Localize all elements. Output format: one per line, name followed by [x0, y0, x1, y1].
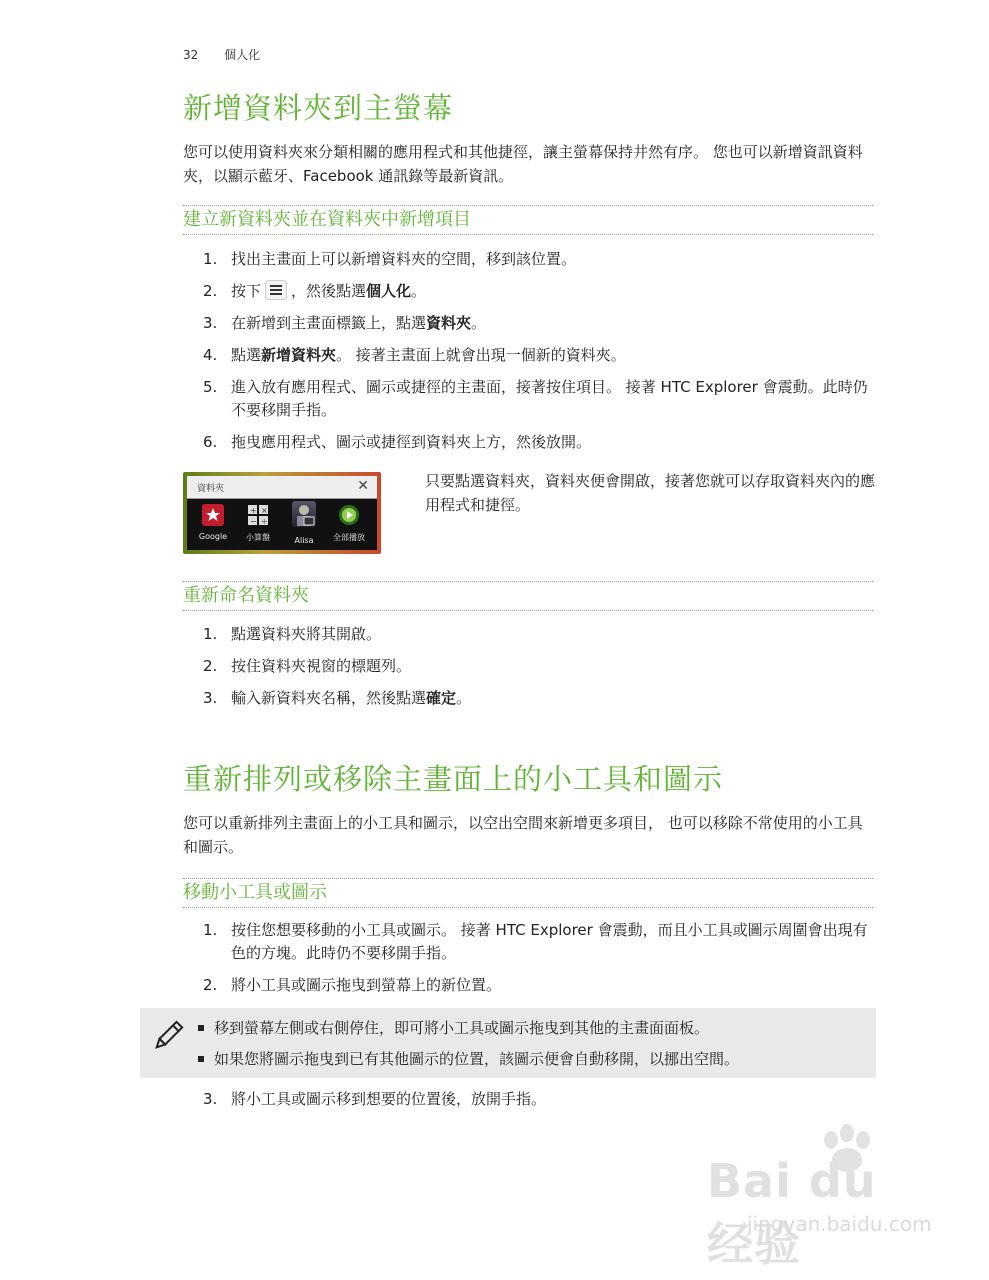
- step-bold-text: 確定: [426, 689, 457, 707]
- tip-item: 如果您將圖示拖曳到已有其他圖示的位置，該圖示便會自動移開，以挪出空間。: [196, 1048, 856, 1070]
- step-item: [200, 431, 880, 454]
- step-number: 1.: [203, 921, 218, 939]
- subsection-header-rename-folder: [183, 581, 873, 611]
- tip-box: [140, 1008, 876, 1078]
- tip-item: 移到螢幕左側或右側停住，即可將小工具或圖示拖曳到其他的主畫面面板。: [196, 1017, 856, 1039]
- step-item: [200, 248, 880, 271]
- app-label: Google: [198, 532, 228, 541]
- step-number: 3.: [203, 314, 218, 332]
- steps-create-folder: [200, 248, 880, 463]
- contact-photo-icon: [292, 501, 316, 527]
- subsection-title-rename-folder: 重新命名資料夾: [183, 585, 309, 606]
- steps-rename-folder: [200, 623, 880, 719]
- subsection-header-create-folder: [183, 205, 873, 235]
- section-intro-add-folder: 您可以使用資料夾來分類相關的應用程式和其他捷徑，讓主螢幕保持井然有序。 您也可以新增資訊資料夾，以顯示藍牙、Facebook 通訊錄等最新資訊。: [183, 143, 863, 185]
- watermark-url: jingyan.baidu.com: [747, 1212, 932, 1236]
- play-icon: [338, 504, 360, 526]
- folder-window: [187, 476, 377, 550]
- step-text: 點選: [231, 346, 262, 364]
- svg-text:÷: ÷: [261, 517, 268, 526]
- step-text: 按住您想要移動的小工具或圖示。 接著 HTC Explorer 會震動，而且小工具或圖示周圍會出現有色的方塊。此時仍不要移開手指。: [231, 921, 868, 962]
- step-item: [200, 919, 880, 965]
- step-number: 1.: [203, 625, 218, 643]
- folder-app-google: [193, 504, 233, 541]
- step-item: [200, 280, 880, 303]
- step-text: 將小工具或圖示移到想要的位置後，放開手指。: [231, 1090, 547, 1108]
- section-title-add-folder: 新增資料夾到主螢幕: [183, 91, 454, 125]
- step-number: 2.: [203, 657, 218, 675]
- page-number: 32: [183, 48, 199, 62]
- step-text: ，然後點選: [291, 282, 367, 300]
- subsection-title-move-widget: 移動小工具或圖示: [183, 882, 327, 903]
- step-text: 將小工具或圖示拖曳到螢幕上的新位置。: [231, 976, 502, 994]
- subsection-title-create-folder: 建立新資料夾並在資料夾中新增項目: [183, 209, 471, 230]
- step-text: 按住資料夾視窗的標題列。: [231, 657, 412, 675]
- step-bold-text: 新增資料夾: [261, 346, 337, 364]
- step-text: 在新增到主畫面標籤上，點選: [231, 314, 427, 332]
- step-number: 2.: [203, 976, 218, 994]
- step-number: 3.: [203, 689, 218, 707]
- step-number: 3.: [203, 1090, 218, 1108]
- svg-text:×: ×: [261, 506, 268, 515]
- step-text: 進入放有應用程式、圖示或捷徑的主畫面，接著按住項目。 接著 HTC Explorer 會震動。此時仍不要移開手指。: [231, 378, 868, 419]
- step-item: [200, 623, 880, 646]
- svg-text:+: +: [250, 506, 257, 515]
- folder-screenshot: [183, 472, 381, 554]
- step-number: 2.: [203, 282, 218, 300]
- step-number: 1.: [203, 250, 218, 268]
- app-label: Alisa: [294, 536, 314, 545]
- step-number: 4.: [203, 346, 218, 364]
- calculator-icon: [247, 504, 269, 526]
- tip-list: [196, 1017, 856, 1079]
- bookmark-icon: [202, 504, 224, 526]
- close-icon: ✕: [357, 478, 369, 494]
- step-item: [200, 655, 880, 678]
- step-text: 拖曳應用程式、圖示或捷徑到資料夾上方，然後放開。: [231, 433, 592, 451]
- step-text: 。: [471, 314, 487, 332]
- step-item: [200, 312, 880, 335]
- step-text: 。 接著主畫面上就會出現一個新的資料夾。: [336, 346, 626, 364]
- folder-app-calculator: [238, 504, 278, 543]
- baidu-watermark: [697, 1124, 932, 1271]
- folder-app-play-all: [329, 504, 369, 543]
- app-label: 全部播放: [333, 533, 365, 542]
- step-text: 找出主畫面上可以新增資料夾的空間，移到該位置。: [231, 250, 577, 268]
- subsection-header-move-widget: [183, 878, 873, 908]
- step-text: 輸入新資料夾名稱，然後點選: [231, 689, 427, 707]
- step-item: [200, 376, 880, 422]
- pencil-icon: [150, 1018, 186, 1054]
- section-title-rearrange: 重新排列或移除主畫面上的小工具和圖示: [183, 762, 724, 796]
- step-text: 。: [456, 689, 472, 707]
- section-intro-rearrange: 您可以重新排列主畫面上的小工具和圖示，以空出空間來新增更多項目， 也可以移除不常使用的小工具和圖示。: [183, 814, 863, 856]
- step-text: 。: [411, 282, 427, 300]
- step-item: [200, 687, 880, 710]
- step-item: [200, 344, 880, 367]
- step-text: 點選資料夾將其開啟。: [231, 625, 382, 643]
- folder-title: 資料夾: [197, 484, 225, 494]
- menu-key-icon: [265, 280, 287, 300]
- step-number: 6.: [203, 433, 218, 451]
- page-header: [183, 46, 260, 63]
- steps-move-widget-continued: [200, 1088, 880, 1120]
- folder-title-bar: [187, 476, 377, 499]
- step-item: [200, 1088, 880, 1111]
- svg-text:−: −: [250, 517, 257, 526]
- app-label: 小算盤: [246, 533, 270, 542]
- steps-move-widget: [200, 919, 880, 1006]
- step-number: 5.: [203, 378, 218, 396]
- folder-app-contact: [284, 504, 324, 545]
- chapter-title: 個人化: [224, 48, 261, 62]
- step-text: 按下: [231, 282, 262, 300]
- folder-open-note: 只要點選資料夾，資料夾便會開啟，接著您就可以存取資料夾內的應用程式和捷徑。: [425, 472, 876, 514]
- step-bold-text: 個人化: [366, 282, 412, 300]
- step-item: [200, 974, 880, 997]
- watermark-logo: Bai du 经验: [707, 1154, 877, 1271]
- step-bold-text: 資料夾: [426, 314, 472, 332]
